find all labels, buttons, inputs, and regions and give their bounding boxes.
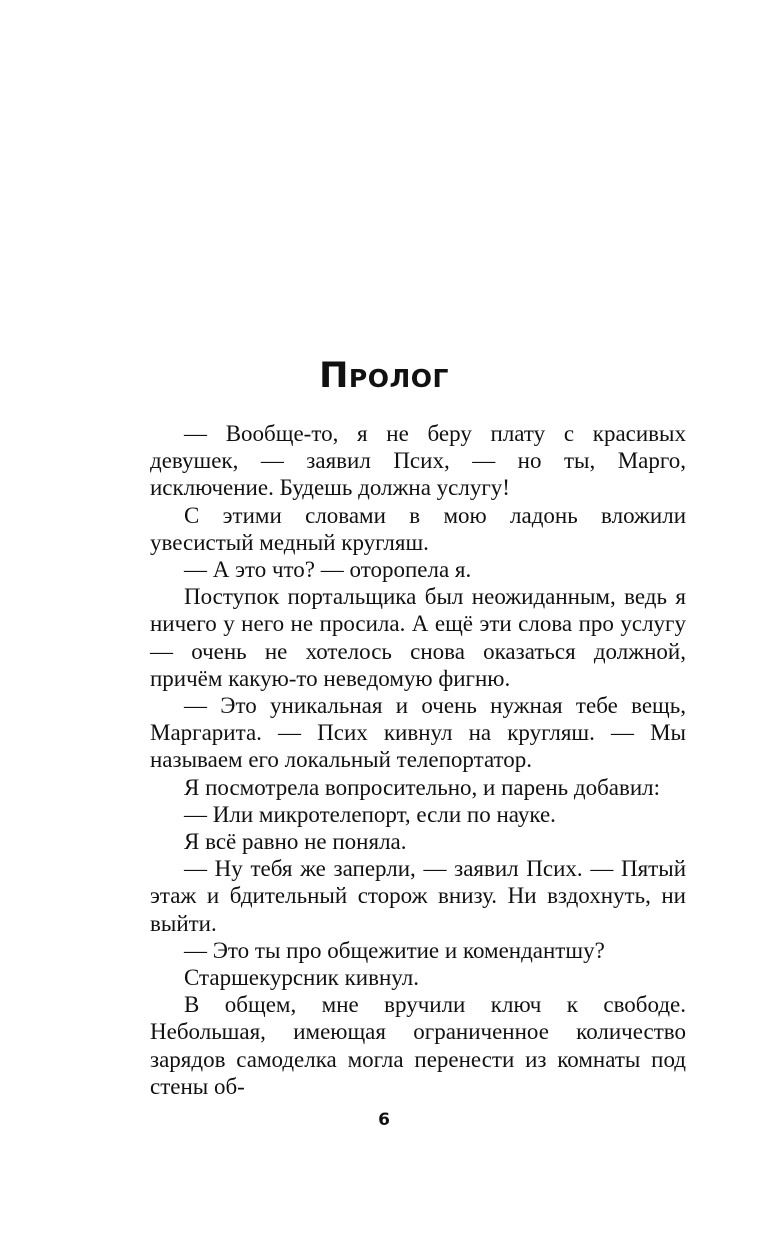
paragraph: — Вообще-то, я не беру плату с красивых девушек, — заявил Псих, — но ты, Марго, исключение. Будешь должна услугу! [150, 421, 686, 501]
paragraph: Старшекурсник кивнул. [184, 965, 419, 991]
paragraph: — Или микротелепорт, если по науке. [184, 801, 556, 827]
paragraph: Поступок портальщика был неожиданным, ведь я ничего у него не просила. А ещё эти слова про услугу — очень не хотелось снова оказаться должной, причём какую-то неведомую фигню. [150, 584, 686, 691]
paragraph: — Это ты про общежитие и комендантшу? [184, 937, 605, 963]
page-number: 6 [378, 1110, 390, 1130]
chapter-text [150, 420, 686, 1100]
paragraph: Я посмотрела вопросительно, и парень добавил: [184, 774, 661, 800]
paragraph: Я всё равно не поняла. [184, 829, 407, 855]
paragraph: — А это что? — оторопела я. [184, 557, 472, 583]
paragraph: В общем, мне вручили ключ к свободе. Небольшая, имеющая ограниченное количество зарядов самоделка могла перенести из комнаты под стены об- [150, 992, 686, 1099]
paragraph: — Ну тебя же заперли, — заявил Псих. — Пятый этаж и бдительный сторож внизу. Ни вздохнуть, ни выйти. [150, 856, 686, 936]
paragraph: — Это уникальная и очень нужная тебе вещь, Маргарита. — Псих кивнул на кругляш. — Мы называем его локальный телепортатор. [150, 693, 686, 773]
paragraph: С этими словами в мою ладонь вложили увесистый медный кругляш. [150, 502, 686, 555]
chapter-title: Пролог [319, 356, 449, 396]
